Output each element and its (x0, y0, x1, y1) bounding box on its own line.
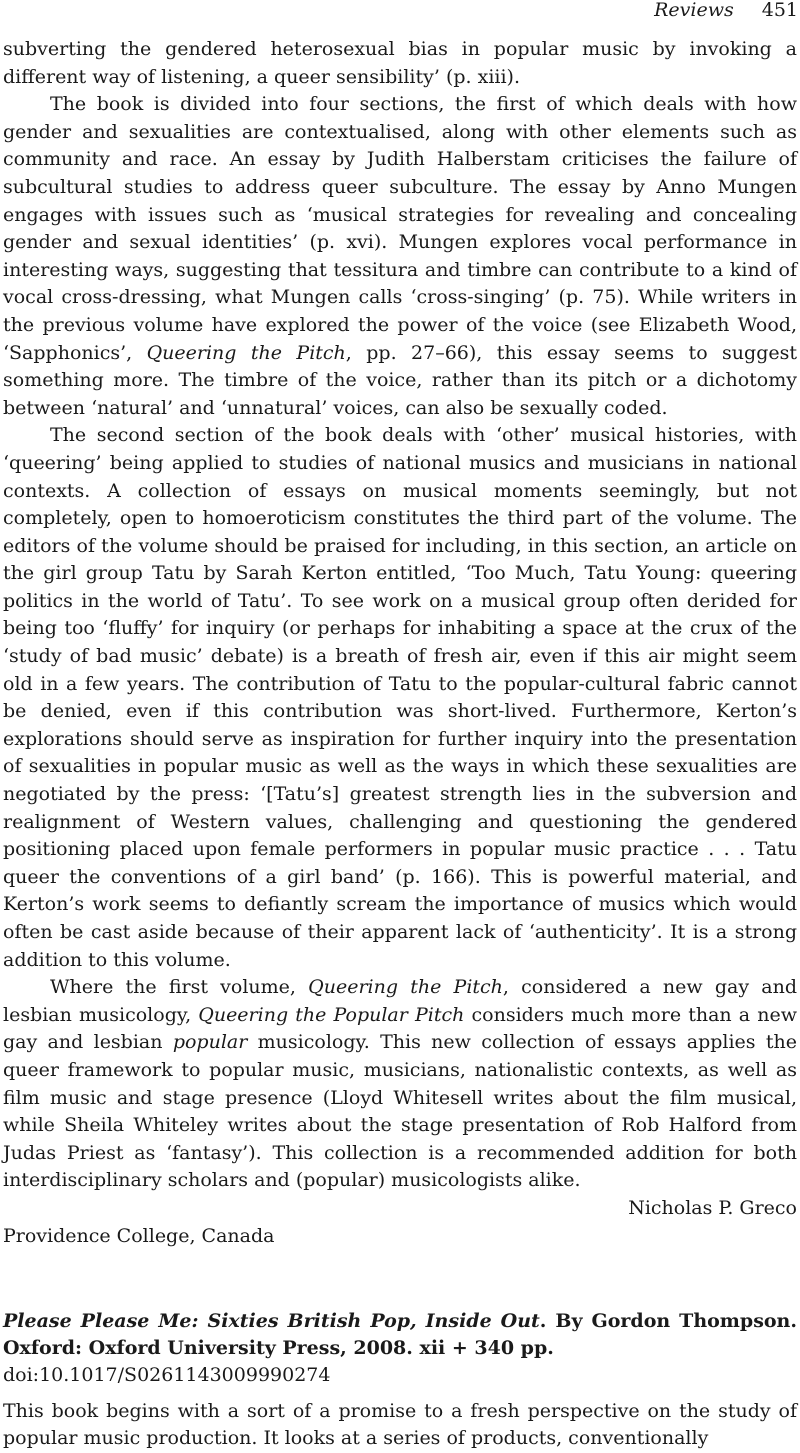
running-header-section: Reviews (654, 0, 734, 21)
paragraph-text: The book is divided into four sections, the first of which deals with how gender and sexualities are contextualised, along with other elements such as community and race. An essay by Judith Halberstam criticises the failure of subcultural studies to address queer subculture. The essay by Anno Mungen engages with issues such as ‘musical strategies for revealing and concealing gender and sexual identities’ (p. xvi). Mungen explores vocal performance in interesting ways, suggesting that tessitura and timbre can contribute to a kind of vocal cross-dressing, what Mungen calls ‘cross-singing’ (p. 75). While writers in the previous volume have explored the power of the voice (see Elizabeth Wood, ‘Sapphonics’, (3, 93, 797, 364)
paragraph-sections-overview (3, 91, 797, 422)
paragraph-text: , considered a new gay and lesbian musicology, (3, 976, 797, 1026)
page-number: 451 (761, 0, 798, 21)
paragraph-text: , pp. 27–66), this essay seems to suggest something more. The timbre of the voice, rather than its pitch or a dichotomy between ‘natural’ and ‘unnatural’ voices, can also be sexually coded. (3, 341, 797, 419)
paragraph-conclusion (3, 974, 797, 1195)
paragraph-text: Where the first volume, (50, 976, 309, 999)
next-review-heading (3, 1308, 797, 1362)
page-body (3, 36, 797, 1453)
paragraph-text: musicology. This new collection of essays applies the queer framework to popular music, musicians, nationalistic contexts, as well as film music and stage presence (Lloyd Whitesell writes about the film musical, while Sheila Whiteley writes about the stage presentation of Rob Halford from Judas Priest as ‘fantasy’). This collection is a recommended addition for both interdisciplinary scholars and (popular) musicologists alike. (3, 1031, 797, 1192)
emphasis-italic: popular (172, 1031, 248, 1054)
next-review-book-title: Please Please Me: Sixties British Pop, Inside Out (3, 1310, 540, 1333)
paragraph-continuation: subverting the gendered heterosexual bias in popular music by invoking a different way of listening, a queer sensibility’ (p. xiii). (3, 38, 797, 88)
paragraph-second-section: The second section of the book deals with ‘other’ musical histories, with ‘queering’ being applied to studies of national musics and musicians in national contexts. A collection of essays on musical moments seemingly, but not completely, open to homoeroticism constitutes the third part of the volume. The editors of the volume should be praised for including, in this section, an article on the girl group Tatu by Sarah Kerton entitled, ‘Too Much, Tatu Young: queering politics in the world of Tatu’. To see work on a musical group often derided for being too ‘fluffy’ for inquiry (or perhaps for inhabiting a space at the crux of the ‘study of bad music’ debate) is a breath of fresh air, even if this air might seem old in a few years. The contribution of Tatu to the popular-cultural fabric cannot be denied, even if this contribution was short-lived. Furthermore, Kerton’s explorations should serve as inspiration for further inquiry into the presentation of sexualities in popular music as well as the ways in which these sexualities are negotiated by the press: ‘[Tatu’s] greatest strength lies in the subversion and realignment of Western values, challenging and questioning the gendered positioning placed upon female performers in popular music practice . . . Tatu queer the conventions of a girl band’ (p. 166). This is powerful material, and Kerton’s work seems to defiantly scream the importance of musics which would often be cast aside because of their apparent lack of ‘authenticity’. It is a strong addition to this volume. (3, 424, 797, 971)
next-review-doi: doi:10.1017/S0261143009990274 (3, 1364, 331, 1387)
paragraph-text: considers much more than a new gay and lesbian (3, 1003, 797, 1054)
next-review-book-details: . By Gordon Thompson. Oxford: Oxford University Press, 2008. xii + 340 pp. (3, 1310, 797, 1360)
book-title-italic: Queering the Popular Pitch (198, 1003, 465, 1026)
running-header (654, 0, 798, 24)
reviewer-institution: Providence College, Canada (3, 1224, 275, 1247)
book-title-italic: Queering the Pitch (146, 341, 346, 364)
book-title-italic: Queering the Pitch (308, 976, 503, 999)
reviewer-name: Nicholas P. Greco (628, 1196, 797, 1219)
next-review-opening: This book begins with a sort of a promise to a fresh perspective on the study of popular music production. It looks at a series of products, conventionally (3, 1399, 797, 1450)
